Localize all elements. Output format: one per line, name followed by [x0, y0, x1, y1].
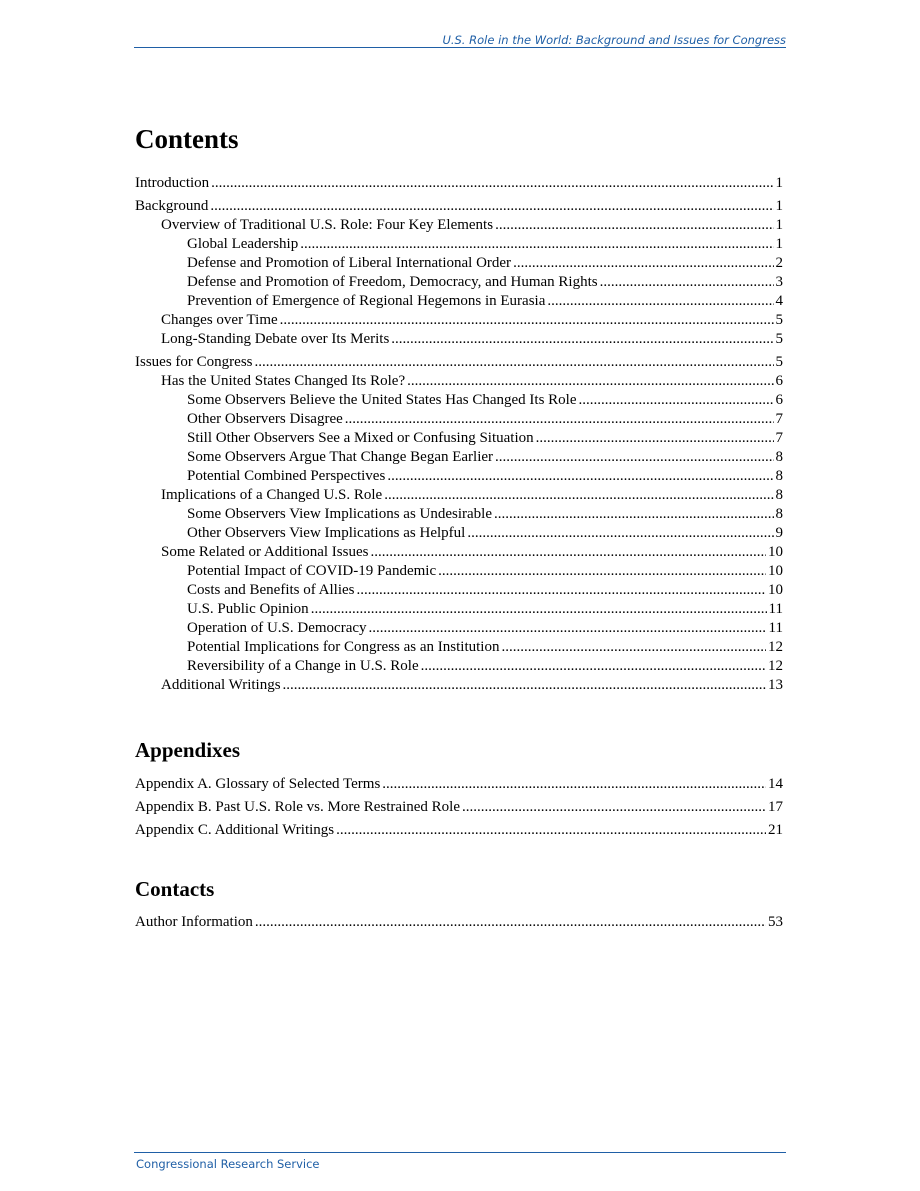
- toc-entry-page: 12: [768, 639, 783, 655]
- dot-leader: [300, 235, 773, 254]
- toc-entry-page: 12: [768, 658, 783, 674]
- toc-entry-label: Other Observers Disagree: [187, 411, 343, 427]
- toc-entry-label: Some Observers Believe the United States Has Changed Its Role: [187, 392, 577, 408]
- toc-entry-page: 7: [775, 430, 783, 446]
- toc-entry-page: 1: [775, 217, 783, 233]
- toc-entry-label: Issues for Congress: [135, 354, 253, 370]
- toc-entry[interactable]: [135, 254, 783, 273]
- dot-leader: [387, 467, 773, 486]
- toc-entry-page: 6: [775, 392, 783, 408]
- toc-entry[interactable]: [135, 486, 783, 505]
- toc-entry-label: Overview of Traditional U.S. Role: Four Key Elements: [161, 217, 494, 233]
- toc-entry[interactable]: [135, 174, 783, 193]
- toc-entry-page: 17: [768, 799, 783, 815]
- toc-entry[interactable]: [135, 429, 783, 448]
- toc-entry-label: Some Observers View Implications as Undesirable: [187, 506, 493, 522]
- toc-entry-label: Background: [135, 198, 209, 214]
- dot-leader: [283, 676, 766, 695]
- toc-entry-page: 11: [768, 601, 783, 617]
- toc-entry[interactable]: [135, 581, 783, 600]
- toc-entry[interactable]: [135, 543, 783, 562]
- toc-entry[interactable]: [135, 821, 783, 840]
- toc-entry[interactable]: [135, 638, 783, 657]
- toc-entry-label: U.S. Public Opinion: [187, 601, 309, 617]
- contacts-list: [135, 913, 783, 932]
- toc-entry[interactable]: [135, 292, 783, 311]
- toc-entry-page: 1: [775, 175, 783, 191]
- toc-entry-page: 10: [768, 582, 783, 598]
- toc-entry[interactable]: [135, 619, 783, 638]
- dot-leader: [495, 216, 773, 235]
- toc-entry-label: Potential Implications for Congress as an Institution: [187, 639, 500, 655]
- toc-entry-label: Some Observers Argue That Change Began Earlier: [187, 449, 494, 465]
- dot-leader: [421, 657, 766, 676]
- toc-entry[interactable]: [135, 524, 783, 543]
- toc-entry-page: 1: [775, 236, 783, 252]
- dot-leader: [336, 821, 766, 840]
- contents-list: [135, 174, 783, 695]
- running-header: [134, 33, 786, 48]
- toc-entry-page: 9: [775, 525, 783, 541]
- toc-entry-label: Reversibility of a Change in U.S. Role: [187, 658, 419, 674]
- toc-entry-label: Implications of a Changed U.S. Role: [161, 487, 383, 503]
- toc-entry[interactable]: [135, 330, 783, 349]
- dot-leader: [382, 775, 766, 794]
- toc-entry-label: Costs and Benefits of Allies: [187, 582, 355, 598]
- toc-entry[interactable]: [135, 410, 783, 429]
- dot-leader: [494, 505, 773, 524]
- toc-entry-label: Introduction: [135, 175, 210, 191]
- toc-entry[interactable]: [135, 798, 783, 817]
- toc-entry-page: 10: [768, 563, 783, 579]
- toc-entry-label: Appendix A. Glossary of Selected Terms: [135, 776, 381, 792]
- toc-entry[interactable]: [135, 600, 783, 619]
- dot-leader: [384, 486, 773, 505]
- toc-entry[interactable]: [135, 505, 783, 524]
- dot-leader: [255, 353, 774, 372]
- toc-entry-page: 8: [775, 468, 783, 484]
- dot-leader: [438, 562, 766, 581]
- toc-entry[interactable]: [135, 657, 783, 676]
- dot-leader: [462, 798, 766, 817]
- toc-entry-label: Some Related or Additional Issues: [161, 544, 369, 560]
- toc-entry[interactable]: [135, 913, 783, 932]
- toc-entry[interactable]: [135, 311, 783, 330]
- toc-entry-page: 2: [775, 255, 783, 271]
- appendixes-heading: Appendixes: [135, 738, 241, 762]
- toc-entry-page: 53: [768, 914, 783, 930]
- dot-leader: [501, 638, 766, 657]
- running-footer: [134, 1152, 786, 1171]
- dot-leader: [495, 448, 773, 467]
- toc-entry-page: 5: [775, 331, 783, 347]
- toc-entry-label: Still Other Observers See a Mixed or Confusing Situation: [187, 430, 534, 446]
- toc-entry-label: Defense and Promotion of Liberal International Order: [187, 255, 512, 271]
- toc-entry[interactable]: [135, 775, 783, 794]
- dot-leader: [280, 311, 774, 330]
- header-title: U.S. Role in the World: Background and Issues for Congress: [442, 33, 786, 47]
- toc-entry-page: 5: [775, 312, 783, 328]
- contacts-heading: Contacts: [135, 877, 215, 901]
- appendixes-list: [135, 775, 783, 840]
- toc-entry-label: Additional Writings: [161, 677, 281, 693]
- toc-entry[interactable]: [135, 448, 783, 467]
- dot-leader: [536, 429, 774, 448]
- dot-leader: [357, 581, 767, 600]
- dot-leader: [370, 543, 766, 562]
- toc-entry-page: 21: [768, 822, 783, 838]
- toc-entry-label: Author Information: [135, 914, 253, 930]
- toc-entry[interactable]: [135, 467, 783, 486]
- dot-leader: [391, 330, 773, 349]
- toc-entry-label: Has the United States Changed Its Role?: [161, 373, 406, 389]
- dot-leader: [211, 174, 773, 193]
- page-title: Contents: [135, 124, 239, 154]
- dot-leader: [513, 254, 773, 273]
- toc-entry-label: Prevention of Emergence of Regional Hegemons in Eurasia: [187, 293, 546, 309]
- dot-leader: [210, 197, 773, 216]
- toc-entry[interactable]: [135, 372, 783, 391]
- toc-entry-label: Defense and Promotion of Freedom, Democracy, and Human Rights: [187, 274, 598, 290]
- dot-leader: [369, 619, 767, 638]
- toc-entry-page: 10: [768, 544, 783, 560]
- toc-entry-page: 8: [775, 487, 783, 503]
- toc-entry-label: Appendix B. Past U.S. Role vs. More Restrained Role: [135, 799, 460, 815]
- toc-entry-label: Other Observers View Implications as Helpful: [187, 525, 466, 541]
- toc-entry-label: Potential Impact of COVID-19 Pandemic: [187, 563, 437, 579]
- toc-entry[interactable]: [135, 235, 783, 254]
- toc-entry-page: 1: [775, 198, 783, 214]
- toc-entry-label: Potential Combined Perspectives: [187, 468, 386, 484]
- toc-entry[interactable]: [135, 676, 783, 695]
- toc-entry-page: 4: [775, 293, 783, 309]
- toc-entry-page: 6: [775, 373, 783, 389]
- toc-entry[interactable]: [135, 391, 783, 410]
- toc-entry-page: 11: [768, 620, 783, 636]
- toc-entry-page: 3: [775, 274, 783, 290]
- dot-leader: [600, 273, 774, 292]
- dot-leader: [407, 372, 773, 391]
- dot-leader: [345, 410, 774, 429]
- toc-entry-page: 8: [775, 449, 783, 465]
- footer-text: Congressional Research Service: [136, 1157, 320, 1171]
- toc-entry[interactable]: [135, 216, 783, 235]
- toc-entry-page: 7: [775, 411, 783, 427]
- toc-entry-label: Long-Standing Debate over Its Merits: [161, 331, 390, 347]
- toc-entry[interactable]: [135, 197, 783, 216]
- dot-leader: [467, 524, 773, 543]
- toc-entry-page: 13: [768, 677, 783, 693]
- toc-entry[interactable]: [135, 353, 783, 372]
- toc-entry-page: 5: [775, 354, 783, 370]
- toc-entry-page: 8: [775, 506, 783, 522]
- toc-entry-page: 14: [768, 776, 783, 792]
- dot-leader: [255, 913, 766, 932]
- toc-entry[interactable]: [135, 273, 783, 292]
- dot-leader: [579, 391, 774, 410]
- dot-leader: [311, 600, 767, 619]
- toc-entry-label: Operation of U.S. Democracy: [187, 620, 367, 636]
- toc-entry[interactable]: [135, 562, 783, 581]
- toc-entry-label: Appendix C. Additional Writings: [135, 822, 335, 838]
- dot-leader: [547, 292, 773, 311]
- toc-entry-label: Changes over Time: [161, 312, 278, 328]
- toc-entry-label: Global Leadership: [187, 236, 299, 252]
